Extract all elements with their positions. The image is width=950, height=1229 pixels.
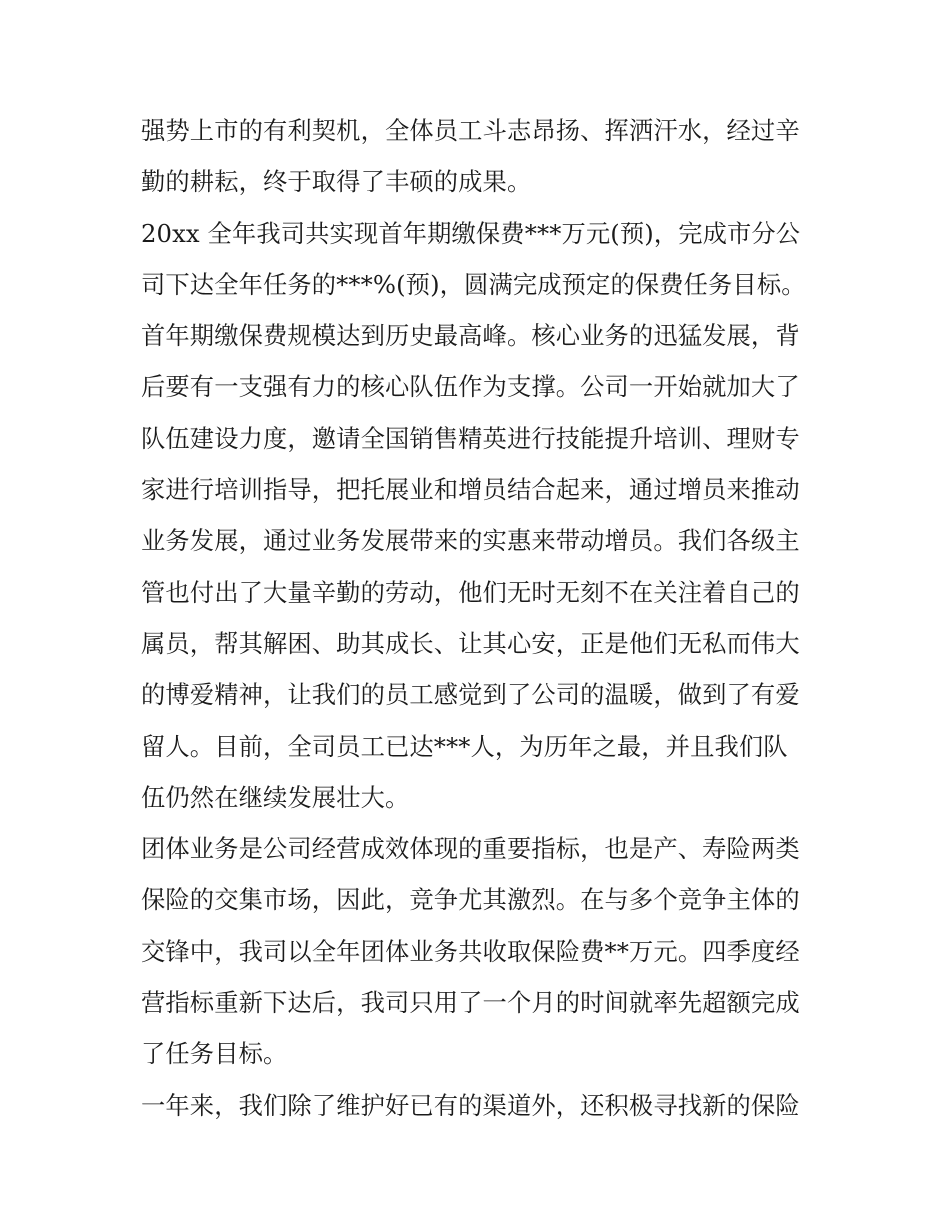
- text-line: 队伍建设力度，邀请全国销售精英进行技能提升培训、理财专: [141, 423, 800, 453]
- text-line: 20xx 全年我司共实现首年期缴保费***万元(预)，完成市分公: [141, 218, 801, 248]
- text-line: 首年期缴保费规模达到历史最高峰。核心业务的迅猛发展，背: [141, 321, 800, 351]
- text-line: 团体业务是公司经营成效体现的重要指标，也是产、寿险两类: [141, 834, 800, 864]
- text-line: 的博爱精神，让我们的员工感觉到了公司的温暖，做到了有爱: [141, 680, 800, 710]
- text-line: 强势上市的有利契机，全体员工斗志昂扬、挥洒汗水，经过辛: [141, 116, 800, 145]
- text-line: 后要有一支强有力的核心队伍作为支撑。公司一开始就加大了: [141, 372, 800, 402]
- text-line: 管也付出了大量辛勤的劳动，他们无时无刻不在关注着自己的: [141, 577, 800, 607]
- text-line: 了任务目标。: [141, 1039, 288, 1069]
- text-line: 业务发展，通过业务发展带来的实惠来带动增员。我们各级主: [141, 526, 800, 556]
- text-line: 家进行培训指导，把托展业和增员结合起来，通过增员来推动: [141, 475, 800, 505]
- text-line: 司下达全年任务的***%(预)，圆满完成预定的保费任务目标。: [141, 269, 806, 299]
- text-line: 勤的耕耘，终于取得了丰硕的成果。: [141, 167, 532, 197]
- text-line: 保险的交集市场，因此，竞争尤其激烈。在与多个竞争主体的: [141, 885, 800, 915]
- text-line: 伍仍然在继续发展壮大。: [141, 782, 410, 812]
- text-line: 属员，帮其解困、助其成长、让其心安，正是他们无私而伟大: [141, 628, 800, 658]
- text-line: 交锋中，我司以全年团体业务共收取保险费**万元。四季度经: [141, 936, 800, 966]
- text-line: 营指标重新下达后，我司只用了一个月的时间就率先超额完成: [141, 988, 800, 1018]
- text-line: 留人。目前，全司员工已达***人，为历年之最，并且我们队: [141, 731, 788, 761]
- text-line: 一年来，我们除了维护好已有的渠道外，还积极寻找新的保险: [141, 1090, 800, 1120]
- body-text: [141, 105, 813, 1131]
